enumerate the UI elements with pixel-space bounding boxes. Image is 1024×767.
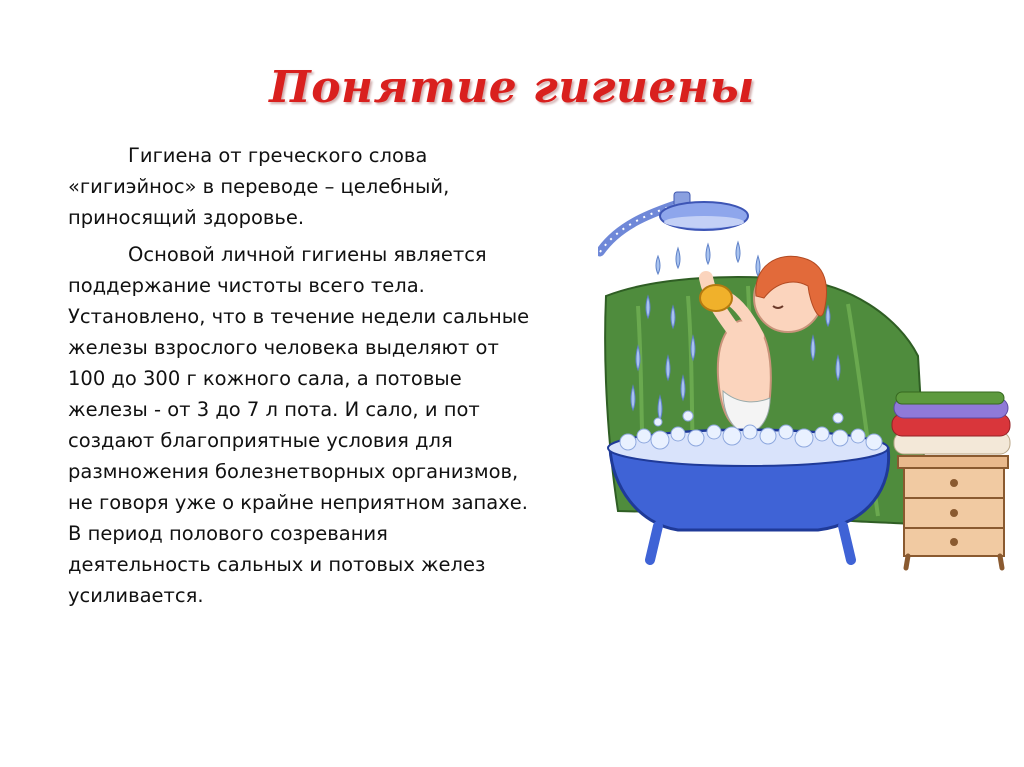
text-line: Основой личной гигиены является	[128, 243, 487, 266]
body-text	[68, 140, 558, 617]
text-line: Установлено, что в течение недели сальные	[68, 305, 530, 328]
text-line: создают благоприятные условия для	[68, 429, 453, 452]
text-line: приносящий здоровье.	[68, 206, 305, 229]
paragraph-definition	[68, 140, 558, 233]
bathing-child-illustration	[598, 186, 1014, 586]
text-line: железы - от 3 до 7 л пота. И сало, и пот	[68, 398, 480, 421]
text-line: деятельность сальных и потовых желез	[68, 553, 486, 576]
dresser-icon	[898, 456, 1008, 568]
text-line: поддержание чистоты всего тела.	[68, 274, 425, 297]
text-line: усиливается.	[68, 584, 204, 607]
text-line: не говоря уже о крайне неприятном запахе.	[68, 491, 528, 514]
text-line: 100 до 300 г кожного сала, а потовые	[68, 367, 462, 390]
sponge-icon	[700, 285, 732, 311]
text-line: железы взрослого человека выделяют от	[68, 336, 499, 359]
text-line: «гигиэйнос» в переводе – целебный,	[68, 175, 450, 198]
slide-title: Понятие гигиены	[269, 62, 755, 113]
bathtub-icon	[608, 430, 889, 560]
text-line: В период полового созревания	[68, 522, 388, 545]
text-line: размножения болезнетворных организмов,	[68, 460, 519, 483]
text-line: Гигиена от греческого слова	[128, 144, 428, 167]
paragraph-body-cleanliness	[68, 239, 558, 611]
towel-stack-icon	[892, 392, 1010, 454]
